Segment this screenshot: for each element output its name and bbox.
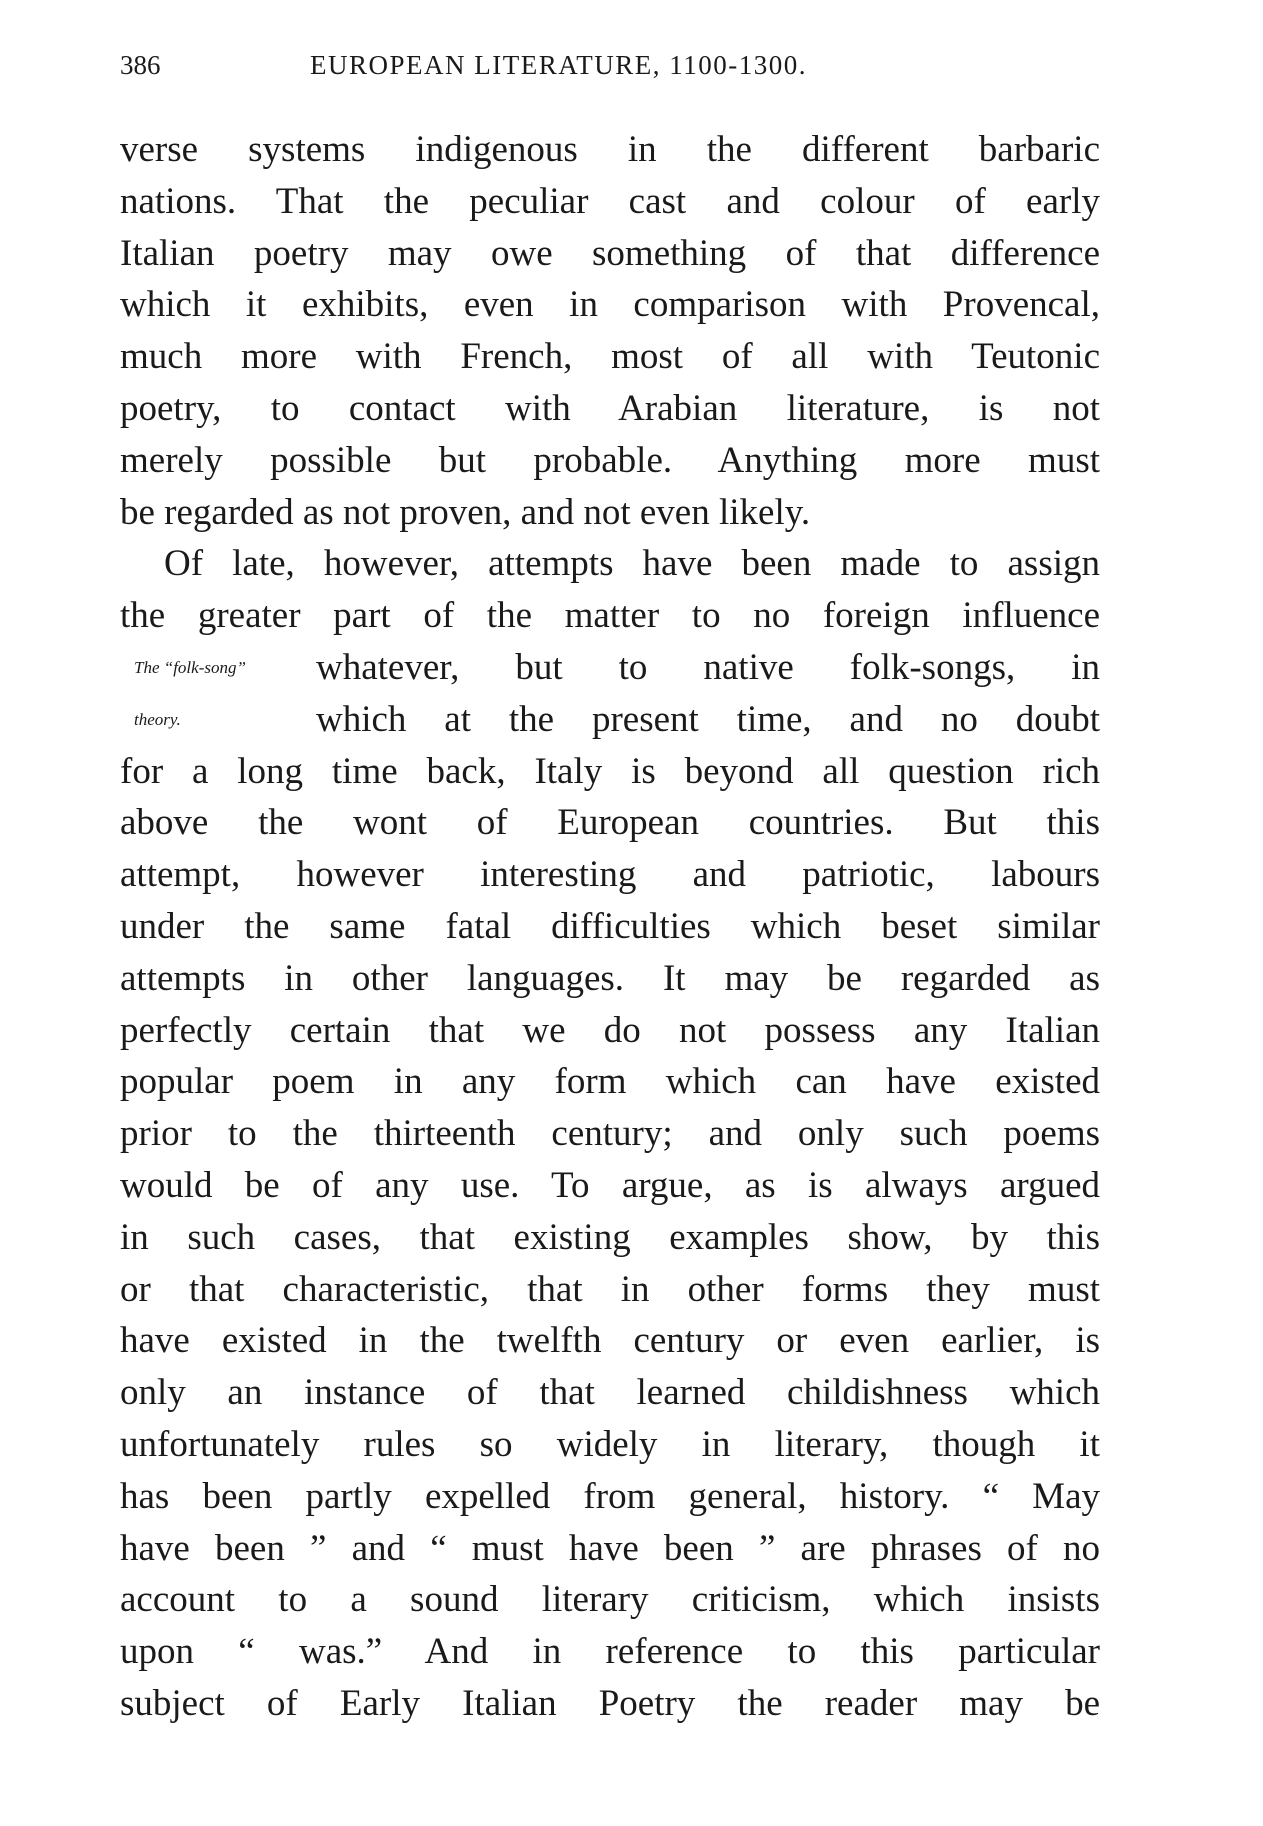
text-line: has been partly expelled from general, history. “ May xyxy=(120,1475,1100,1517)
page-number: 386 xyxy=(120,50,161,80)
text-line: whatever, but to native folk-songs, in xyxy=(316,646,1100,688)
text-line: have existed in the twelfth century or even earlier, is xyxy=(120,1320,1100,1362)
text-line: attempt, however interesting and patriotic, labours xyxy=(120,854,1100,896)
running-title: EUROPEAN LITERATURE, 1100-1300. xyxy=(310,50,807,80)
text-line: above the wont of European countries. But this xyxy=(120,802,1100,844)
running-header xyxy=(120,50,1100,90)
text-line: unfortunately rules so widely in literary, though it xyxy=(120,1423,1100,1465)
text-line: verse systems indigenous in the different barbaric xyxy=(120,129,1100,170)
text-line: much more with French, most of all with Teutonic xyxy=(120,336,1100,378)
text-line: poetry, to contact with Arabian literature, is not xyxy=(120,387,1100,429)
sidenote-line-2: theory. xyxy=(134,710,181,729)
text-line: which it exhibits, even in comparison with Provencal, xyxy=(120,284,1100,326)
text-line: nations. That the peculiar cast and colour of early xyxy=(120,180,1100,222)
text-line: be regarded as not proven, and not even likely. xyxy=(120,491,811,533)
page-body xyxy=(120,124,1100,1730)
paragraph-2 xyxy=(120,538,1100,1729)
text-line: attempts in other languages. It may be regarded as xyxy=(120,957,1100,999)
text-line: or that characteristic, that in other forms they must xyxy=(120,1268,1100,1310)
paragraph-1 xyxy=(120,124,1100,538)
text-line: prior to the thirteenth century; and only such poems xyxy=(120,1113,1100,1155)
text-line: have been ” and “ must have been ” are phrases of no xyxy=(120,1527,1100,1569)
text-line: Italian poetry may owe something of that difference xyxy=(120,232,1100,274)
text-line: which at the present time, and no doubt xyxy=(316,698,1100,740)
text-line: popular poem in any form which can have existed xyxy=(120,1061,1100,1103)
text-line: would be of any use. To argue, as is always argued xyxy=(120,1164,1100,1206)
sidenote-line-1: The “folk-song” xyxy=(134,658,246,677)
text-line: merely possible but probable. Anything more must xyxy=(120,439,1100,481)
text-line: the greater part of the matter to no foreign influence xyxy=(120,595,1100,637)
text-line: upon “ was.” And in reference to this particular xyxy=(120,1631,1100,1673)
text-line: in such cases, that existing examples show, by this xyxy=(120,1216,1100,1258)
text-line: for a long time back, Italy is beyond all question rich xyxy=(120,750,1100,792)
text-line: subject of Early Italian Poetry the reader may be xyxy=(120,1682,1100,1724)
text-line: Of late, however, attempts have been made to assign xyxy=(164,543,1100,585)
text-line: under the same fatal difficulties which beset similar xyxy=(120,905,1100,947)
text-line: account to a sound literary criticism, which insists xyxy=(120,1579,1100,1621)
text-line: only an instance of that learned childishness which xyxy=(120,1372,1100,1414)
text-line: perfectly certain that we do not possess any Italian xyxy=(120,1009,1100,1051)
